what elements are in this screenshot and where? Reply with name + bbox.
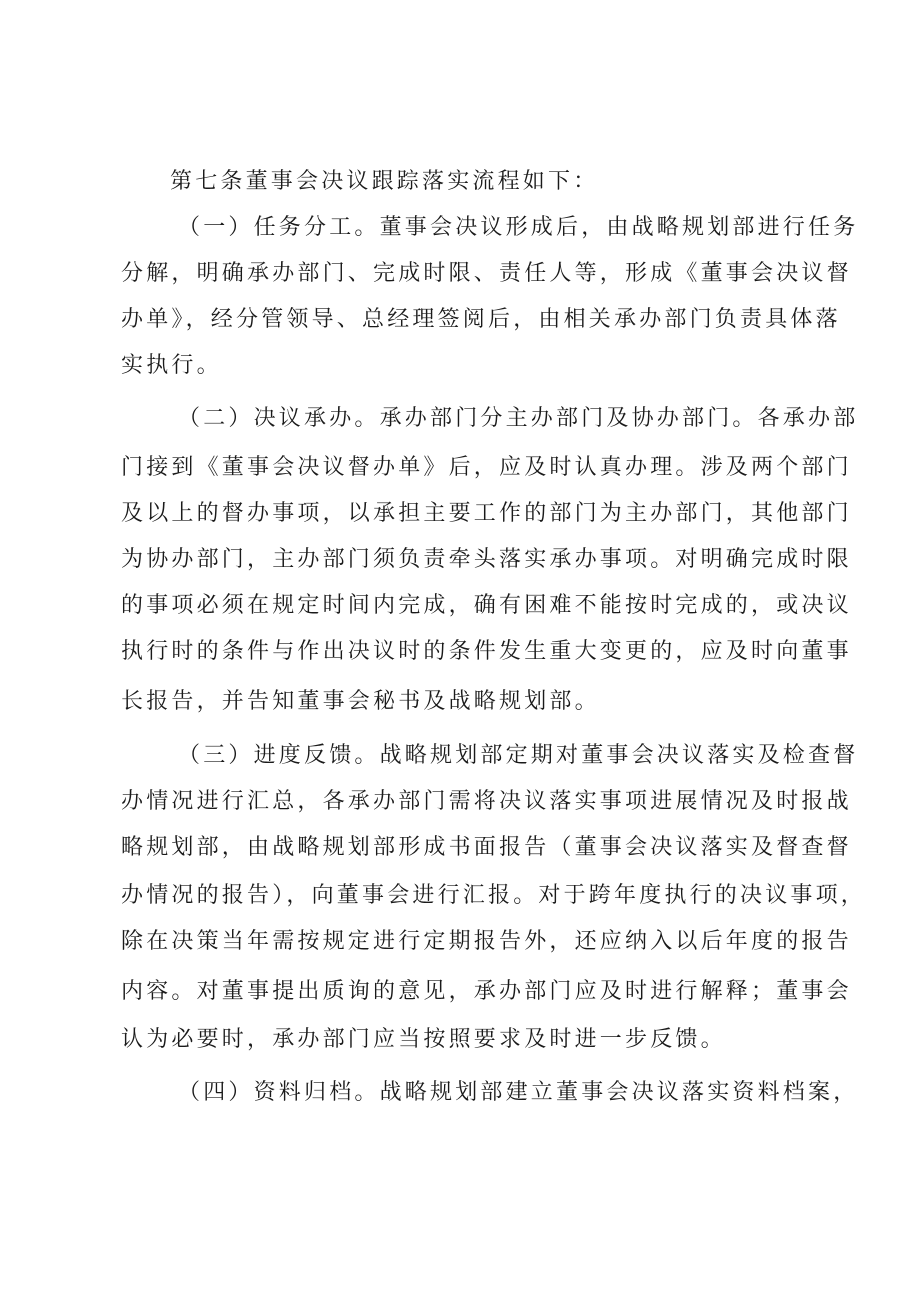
- article-heading: 第七条董事会决议跟踪落实流程如下：: [170, 169, 599, 194]
- paragraph-line: 内容。对董事提出质询的意见，承办部门应及时进行解释；董事会: [121, 979, 852, 1004]
- paragraph-line: （一）任务分工。董事会决议形成后，由战略规划部进行任务: [178, 215, 859, 240]
- paragraph-line: 的事项必须在规定时间内完成，确有困难不能按时完成的，或决议: [121, 593, 852, 618]
- paragraph-line: （四）资料归档。战略规划部建立董事会决议落实资料档案，: [178, 1080, 859, 1105]
- paragraph-line: 执行时的条件与作出决议时的条件发生重大变更的，应及时向董事: [121, 639, 852, 664]
- paragraph-line: 门接到《董事会决议督办单》后，应及时认真办理。涉及两个部门: [121, 455, 852, 480]
- paragraph-line: 办情况的报告），向董事会进行汇报。对于跨年度执行的决议事项，: [121, 883, 867, 908]
- paragraph-line: 分解，明确承办部门、完成时限、责任人等，形成《董事会决议督: [121, 261, 852, 286]
- paragraph-line: 略规划部，由战略规划部形成书面报告（董事会决议落实及督查督: [121, 835, 852, 860]
- paragraph-line: 为协办部门，主办部门须负责牵头落实承办事项。对明确完成时限: [121, 547, 852, 572]
- paragraph-line: 实执行。: [121, 353, 222, 378]
- paragraph-line: 认为必要时，承办部门应当按照要求及时进一步反馈。: [121, 1027, 726, 1052]
- paragraph-line: （二）决议承办。承办部门分主办部门及协办部门。各承办部: [178, 406, 859, 431]
- paragraph-line: 长报告，并告知董事会秘书及战略规划部。: [121, 689, 600, 714]
- paragraph-line: 除在决策当年需按规定进行定期报告外，还应纳入以后年度的报告: [121, 929, 852, 954]
- paragraph-line: 办情况进行汇总，各承办部门需将决议落实事项进展情况及时报战: [121, 789, 852, 814]
- paragraph-line: 及以上的督办事项，以承担主要工作的部门为主办部门，其他部门: [121, 501, 852, 526]
- paragraph-line: 办单》，经分管领导、总经理签阅后，由相关承办部门负责具体落: [121, 307, 841, 332]
- paragraph-line: （三）进度反馈。战略规划部定期对董事会决议落实及检查督: [178, 743, 859, 768]
